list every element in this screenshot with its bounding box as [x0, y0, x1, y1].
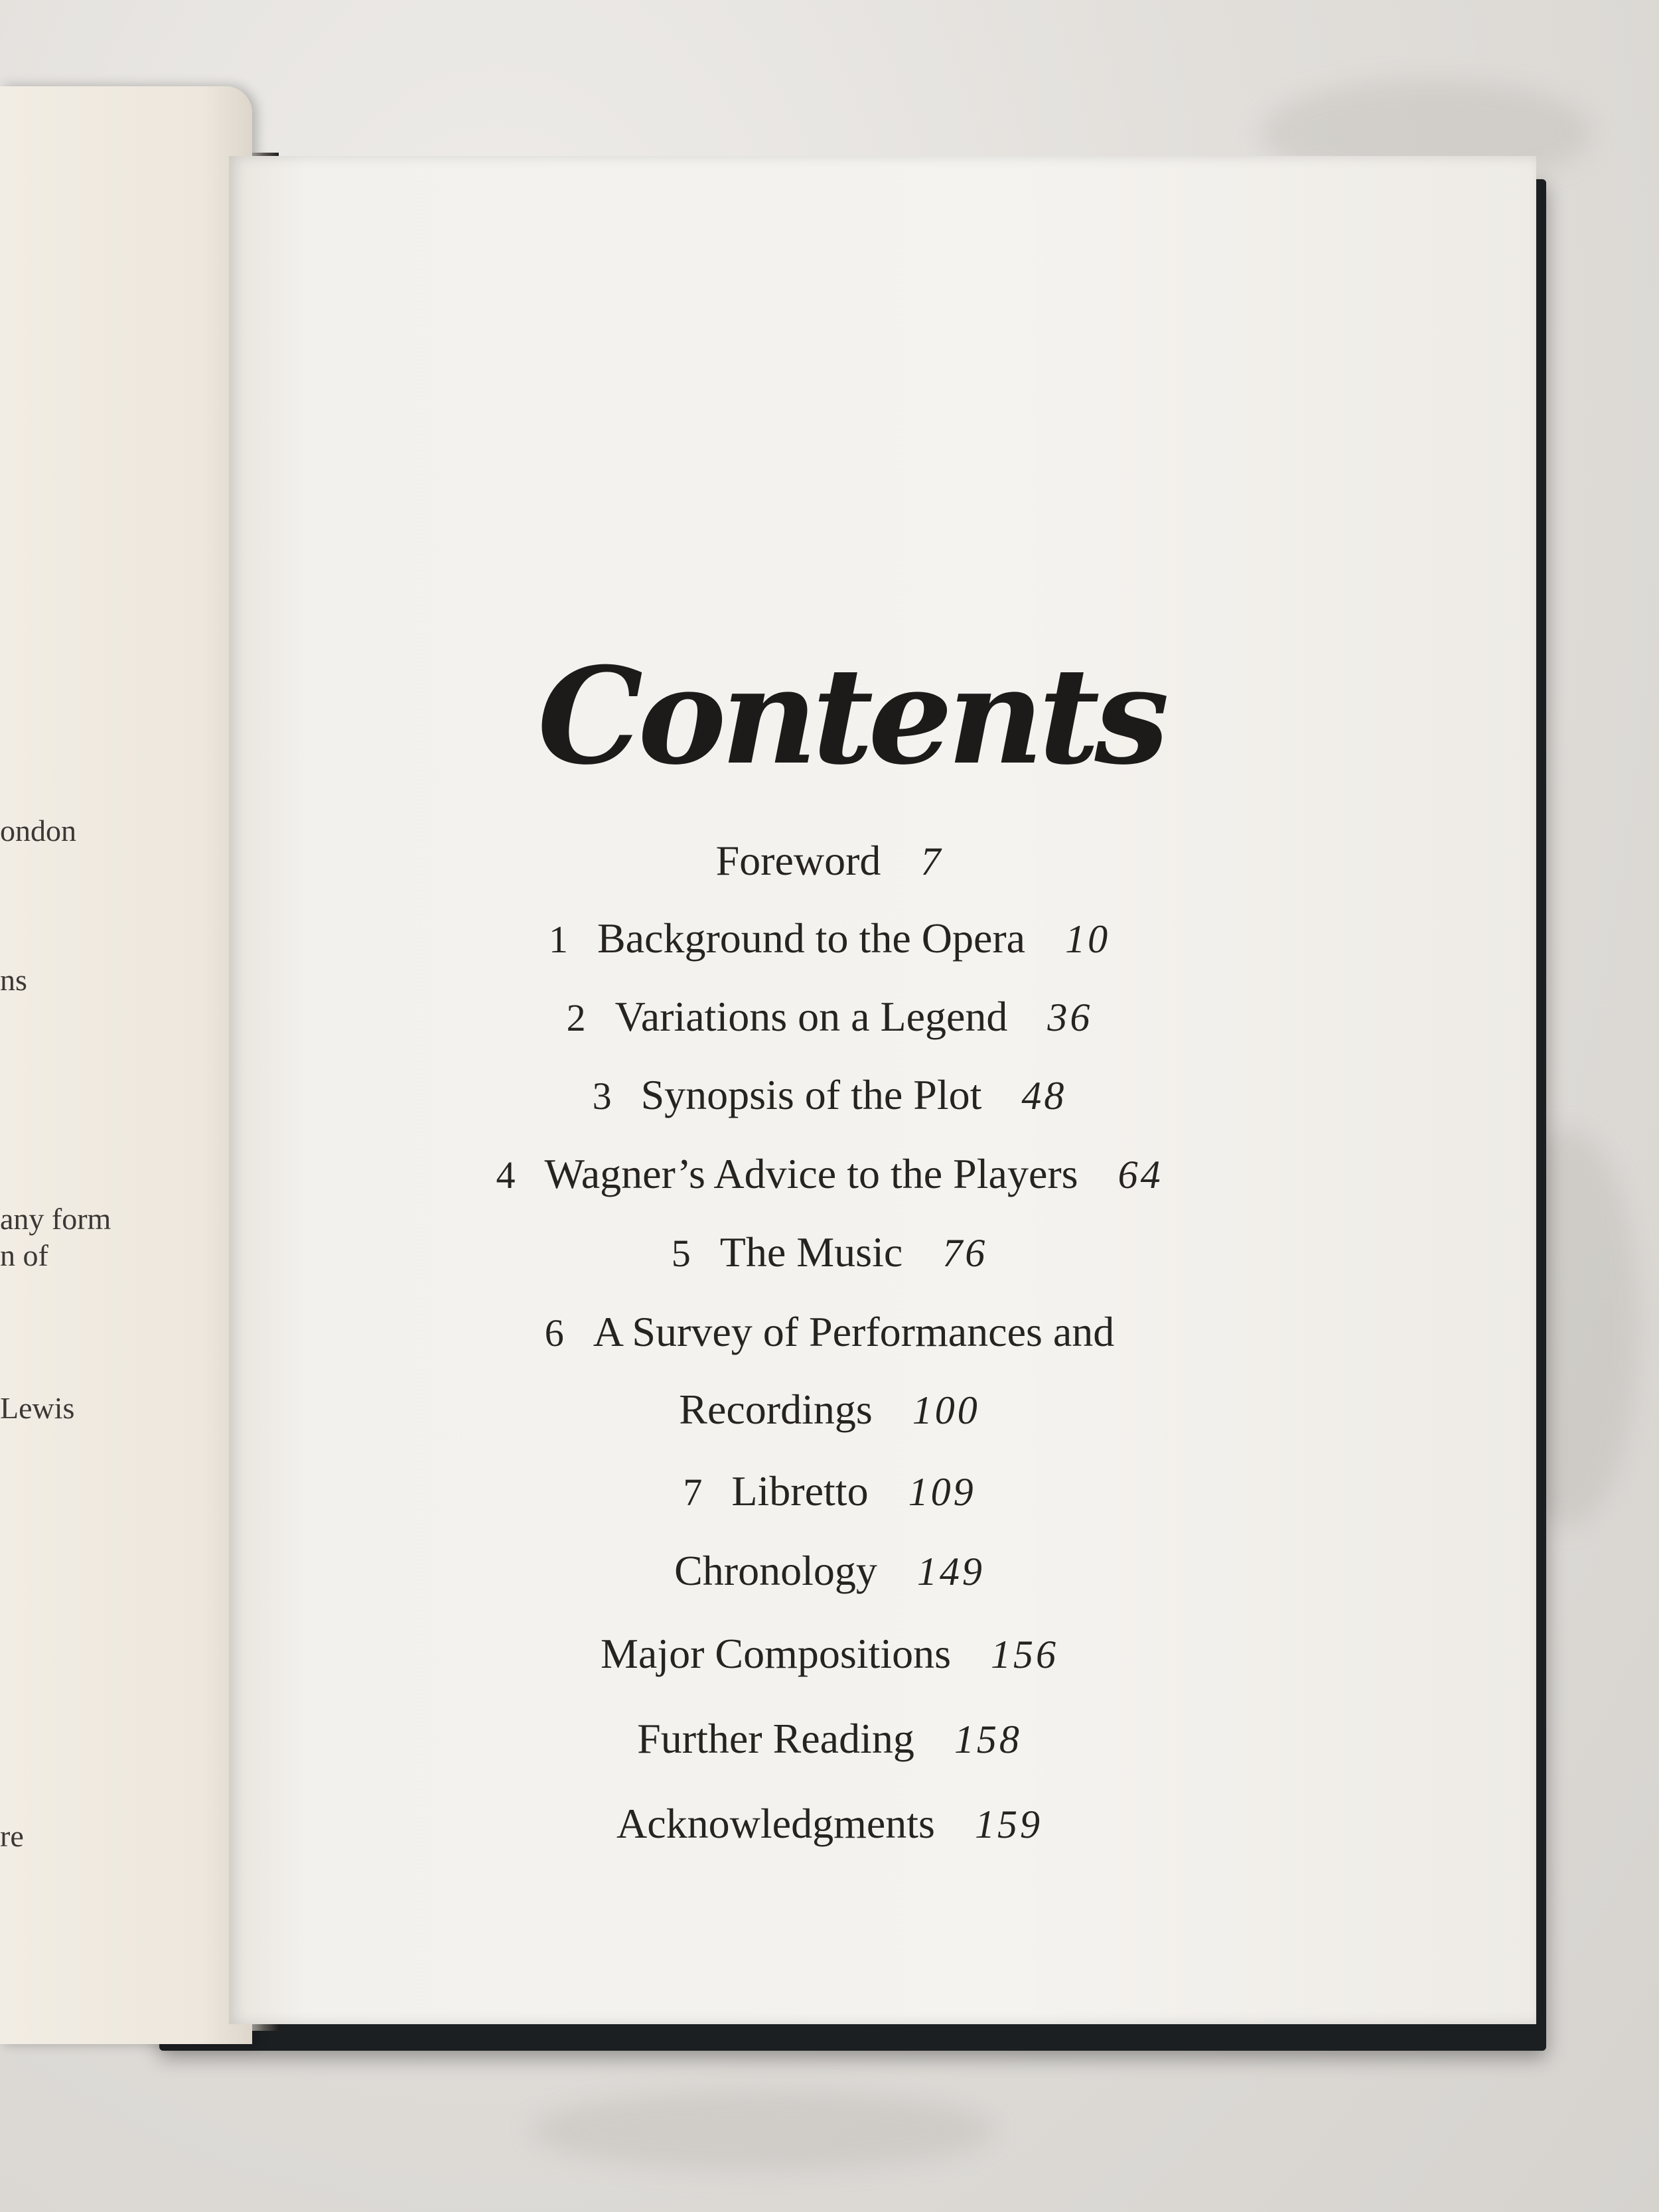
- toc-title: Major Compositions: [600, 1630, 952, 1677]
- toc-title: Wagner’s Advice to the Players: [544, 1150, 1078, 1197]
- toc-title: Further Reading: [637, 1715, 914, 1762]
- toc-title: Synopsis of the Plot: [640, 1071, 982, 1118]
- toc-title: Variations on a Legend: [614, 993, 1008, 1040]
- toc-page-number: 159: [974, 1803, 1043, 1846]
- toc-page-number: 100: [912, 1388, 980, 1432]
- toc-chapter-number: 5: [671, 1232, 691, 1275]
- toc-entry: [199, 837, 1460, 884]
- toc-chapter-number: 4: [496, 1153, 516, 1197]
- toc-page-number: 36: [1047, 995, 1093, 1039]
- toc-page-number: 7: [920, 840, 944, 883]
- contents-title: Contents: [538, 638, 1165, 794]
- toc-entry: [199, 1547, 1460, 1594]
- left-page-fragment: re: [0, 1819, 24, 1853]
- toc-page-number: 10: [1065, 917, 1111, 961]
- toc-entry: [199, 995, 1460, 1038]
- left-page-fragment: n of: [0, 1238, 48, 1272]
- marble-vein: [531, 2091, 995, 2170]
- toc-page-number: 76: [942, 1231, 988, 1275]
- toc-entry: [199, 917, 1460, 960]
- toc-entry: [199, 1071, 1460, 1118]
- toc-chapter-number: 3: [592, 1074, 612, 1118]
- toc-title: Recordings: [679, 1386, 873, 1433]
- left-page-fragment: Lewis: [0, 1391, 75, 1425]
- toc-entry: [199, 1630, 1460, 1677]
- toc-page-number: 156: [991, 1633, 1059, 1676]
- toc-title: Background to the Opera: [597, 915, 1026, 962]
- toc-chapter-number: 6: [544, 1311, 564, 1355]
- toc-title: Chronology: [674, 1547, 877, 1594]
- toc-title: A Survey of Performances and: [593, 1308, 1115, 1355]
- toc-page-number: 48: [1021, 1074, 1067, 1118]
- toc-chapter-number: 7: [683, 1471, 703, 1514]
- toc-title: Acknowledgments: [616, 1800, 935, 1847]
- toc-title: Foreword: [715, 837, 881, 884]
- left-page-fragment: any form: [0, 1202, 111, 1236]
- toc-entry: [199, 1715, 1460, 1762]
- toc-page-number: 109: [908, 1470, 976, 1514]
- toc-title: Libretto: [731, 1467, 869, 1514]
- left-page-fragment: ns: [0, 963, 27, 997]
- toc-entry: [199, 1800, 1460, 1847]
- toc-entry: [199, 1467, 1460, 1514]
- toc-title: The Music: [719, 1228, 903, 1276]
- toc-chapter-number: 2: [566, 996, 586, 1039]
- toc-page-number: 149: [916, 1550, 985, 1593]
- toc-entry: [199, 1150, 1460, 1197]
- toc-entry: [199, 1308, 1460, 1355]
- toc-entry: [199, 1228, 1460, 1276]
- left-page-fragment: ondon: [0, 814, 76, 848]
- toc-entry: [199, 1388, 1460, 1431]
- toc-chapter-number: 1: [548, 918, 568, 961]
- toc-page-number: 158: [954, 1718, 1022, 1761]
- toc-page-number: 64: [1118, 1153, 1163, 1197]
